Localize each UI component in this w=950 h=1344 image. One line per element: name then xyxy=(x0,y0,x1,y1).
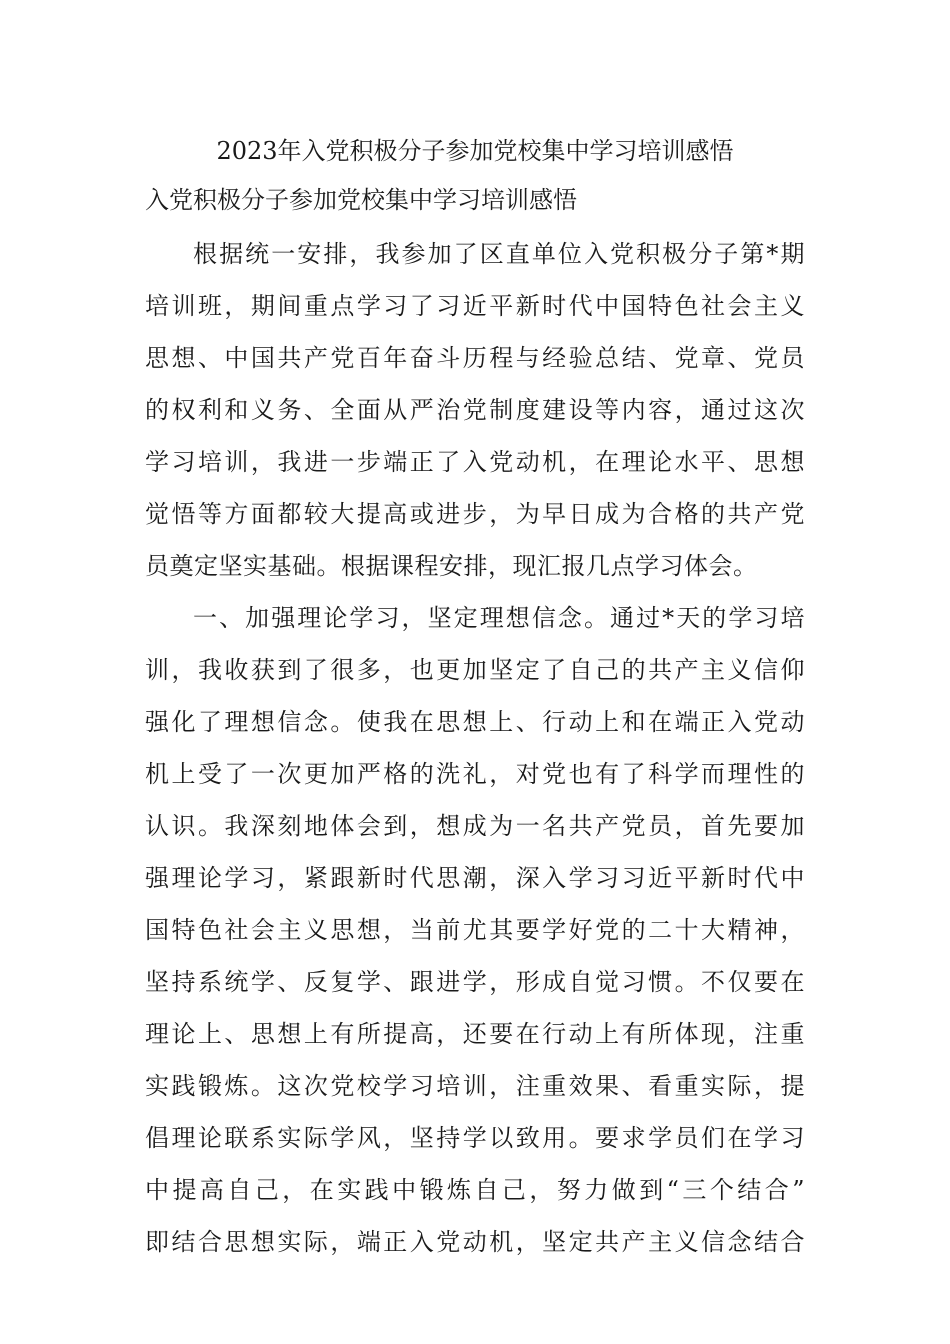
text-line: 机上受了一次更加严格的洗礼，对党也有了科学而理性的 xyxy=(145,760,805,788)
text-line: 理论上、思想上有所提高，还要在行动上有所体现，注重 xyxy=(145,1020,805,1048)
text-line: 思想、中国共产党百年奋斗历程与经验总结、党章、党员 xyxy=(145,344,805,372)
paragraph-section-one xyxy=(145,592,805,1268)
text-line: 培训班，期间重点学习了习近平新时代中国特色社会主义 xyxy=(145,292,805,320)
text-line: 一、加强理论学习，坚定理想信念。通过*天的学习培 xyxy=(193,604,805,632)
text-line: 训，我收获到了很多，也更加坚定了自己的共产主义信仰 xyxy=(145,656,805,684)
text-line: 倡理论联系实际学风，坚持学以致用。要求学员们在学习 xyxy=(145,1124,805,1152)
text-line: 坚持系统学、反复学、跟进学，形成自觉习惯。不仅要在 xyxy=(145,968,805,996)
document-body xyxy=(145,228,805,1268)
text-line: 中提高自己，在实践中锻炼自己，努力做到“三个结合” xyxy=(145,1176,805,1204)
text-line: 认识。我深刻地体会到，想成为一名共产党员，首先要加 xyxy=(145,812,805,840)
text-line: 国特色社会主义思想，当前尤其要学好党的二十大精神， xyxy=(145,916,805,944)
text-line: 实践锻炼。这次党校学习培训，注重效果、看重实际，提 xyxy=(145,1072,805,1100)
text-line: 强理论学习，紧跟新时代思潮，深入学习习近平新时代中 xyxy=(145,864,805,892)
text-line: 即结合思想实际，端正入党动机，坚定共产主义信念结合 xyxy=(145,1228,805,1256)
text-line: 学习培训，我进一步端正了入党动机，在理论水平、思想 xyxy=(145,448,805,476)
text-line: 员奠定坚实基础。根据课程安排，现汇报几点学习体会。 xyxy=(145,552,758,580)
document-title: 2023年入党积极分子参加党校集中学习培训感悟 xyxy=(216,137,734,165)
text-line: 觉悟等方面都较大提高或进步，为早日成为合格的共产党 xyxy=(145,500,805,528)
document-subtitle: 入党积极分子参加党校集中学习培训感悟 xyxy=(145,186,577,214)
text-line: 根据统一安排，我参加了区直单位入党积极分子第*期 xyxy=(193,240,805,268)
paragraph-intro xyxy=(145,228,805,592)
text-line: 强化了理想信念。使我在思想上、行动上和在端正入党动 xyxy=(145,708,805,736)
text-line: 的权利和义务、全面从严治党制度建设等内容，通过这次 xyxy=(145,396,805,424)
